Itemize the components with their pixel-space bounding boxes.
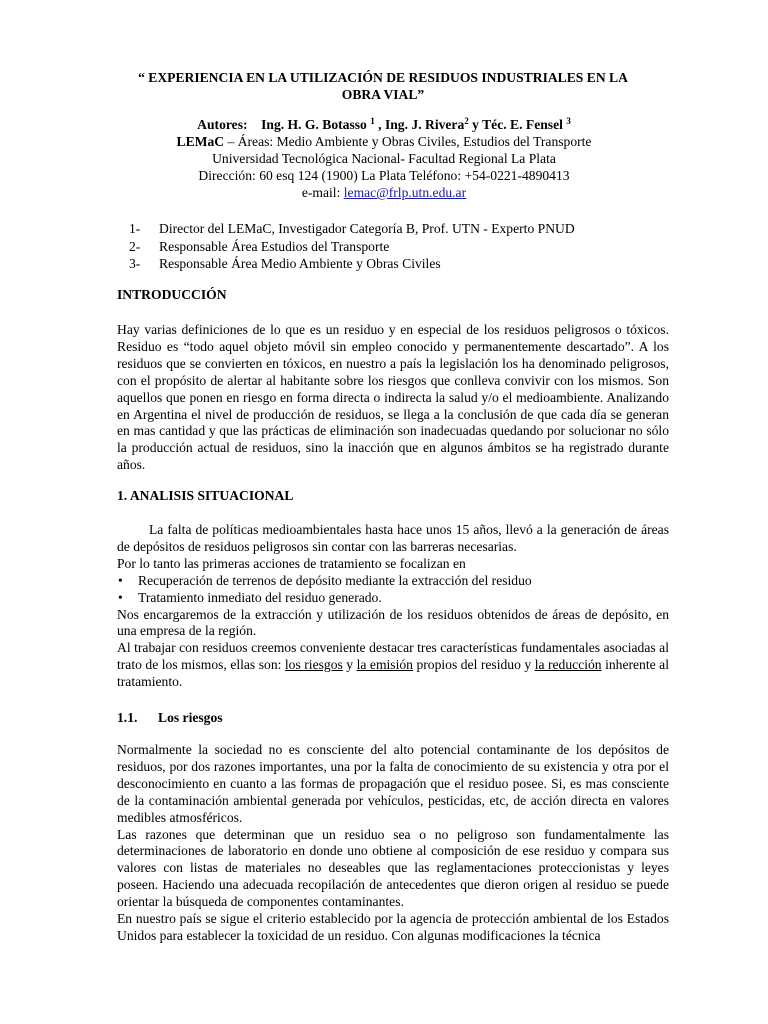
section-1-body: [117, 522, 669, 691]
section-title: Los riesgos: [158, 710, 223, 725]
note-number: 1-: [129, 221, 141, 236]
underlined-reduccion: la reducción: [534, 657, 602, 673]
organization-name: LEMaC: [176, 134, 225, 149]
bullet-item: [117, 573, 669, 590]
underlined-emision: la emisión: [356, 657, 413, 673]
note-text: Responsable Área Estudios del Transporte: [159, 238, 390, 254]
note-item: [129, 220, 575, 238]
author-1: Ing. H. G. Botasso: [261, 117, 371, 132]
section-1-1-body: [117, 742, 669, 945]
email-link[interactable]: lemac@frlp.utn.edu.ar: [343, 185, 467, 200]
document-title: “ EXPERIENCIA EN LA UTILIZACIÓN DE RESIDUOS INDUSTRIALES EN LA OBRA VIAL”: [138, 70, 628, 102]
note-item: [129, 255, 575, 273]
section-1-paragraph-2: Por lo tanto las primeras acciones de tratamiento se focalizan en: [117, 555, 466, 571]
section-1-heading: 1. ANALISIS SITUACIONAL: [117, 488, 294, 503]
author-3: y Téc. E. Fensel: [468, 117, 567, 132]
note-item: [129, 238, 575, 256]
email-label: e-mail:: [301, 185, 344, 200]
organization-line: [110, 133, 658, 150]
bullet-glyph: •: [118, 572, 123, 588]
author-2-sup: 2: [464, 116, 469, 126]
section-number: 1.1.: [117, 710, 138, 725]
bullet-text: Tratamiento inmediato del residuo generado.: [138, 589, 382, 605]
section-1-paragraph-3: Nos encargaremos de la extracción y utilización de los residuos obtenidos de áreas de depósito, en una empresa de la región.: [117, 606, 669, 639]
email-line: [110, 184, 658, 201]
author-notes: [129, 220, 575, 273]
author-1-sup: 1: [370, 116, 375, 126]
text-run: propios del residuo y: [412, 657, 535, 673]
intro-heading: INTRODUCCIÓN: [117, 287, 227, 302]
note-number: 3-: [129, 256, 141, 271]
organization-areas: – Áreas: Medio Ambiente y Obras Civiles, Estudios del Transporte: [224, 134, 592, 149]
underlined-riesgos: los riesgos: [284, 657, 343, 673]
text-run: y: [342, 657, 357, 673]
author-header: [110, 116, 658, 201]
authors-prefix: Autores:: [197, 117, 248, 132]
author-3-sup: 3: [566, 116, 571, 126]
text-run: inherente al tratamiento.: [117, 657, 669, 690]
section-1-1-heading: [117, 710, 223, 727]
section-1-1-paragraph-1: Normalmente la sociedad no es consciente del alto potencial contaminante de los depósitos de residuos, por dos razones importantes, una por la falta de conocimiento de su existencia y otra por el desconocimiento en cuanto a las formas de propagación que el residuo posee. Si, es mas consciente de la contaminación ambiental generada por vehículos, pesticidas, etc, de acción directa en valores medibles atmosféricos.: [117, 742, 669, 825]
section-1-1-paragraph-2: Las razones que determinan que un residuo sea o no peligroso son fundamentalmente las determinaciones de laboratorio en donde uno obtiene al composición de ese residuo y compara sus valores con listas de materiales no deseables que las reglamentaciones proteccionistas y leyes poseen. Haciendo una adecuada recopilación de antecedentes que dieron origen al residuo se puede orientar la búsqueda de componentes contaminantes.: [117, 826, 669, 910]
note-number: 2-: [129, 238, 141, 254]
note-text: Responsable Área Medio Ambiente y Obras Civiles: [159, 256, 441, 271]
authors-line: [110, 116, 658, 133]
section-1-paragraph-1: La falta de políticas medioambientales hasta hace unos 15 años, llevó a la generación de áreas de depósitos de residuos peligrosos sin contar con las barreras necesarias.: [117, 522, 669, 554]
intro-text: Hay varias definiciones de lo que es un residuo y en especial de los residuos peligrosos o tóxicos. Residuo es “todo aquel objeto móvil sin empleo conocido y permanentemente descartado”. A los residuos que se convierten en tóxicos, en nuestro a país la legislación los ha denominado peligrosos, con el propósito de alertar al habitante sobre los riesgos que conlleva convivir con los mismos. Son aquellos que ponen en riesgo en forma directa o indirecta la salud y/o el medioambiente. Analizando en Argentina el nivel de producción de residuos, se llega a la conclusión de que cada día se generan en mas cantidad y que las prácticas de eliminación son inadecuadas quedando por solucionar no sólo la producción actual de residuos, sino la inacción que en algunos ámbitos se ha registrado durante años.: [117, 322, 669, 473]
bullet-glyph: •: [118, 589, 123, 605]
bullet-item: [117, 590, 669, 607]
bullet-text: Recuperación de terrenos de depósito mediante la extracción del residuo: [138, 572, 532, 588]
author-2: , Ing. J. Rivera: [374, 117, 465, 132]
section-1-1-paragraph-3: En nuestro país se sigue el criterio establecido por la agencia de protección ambiental de los Estados Unidos para establecer la toxicidad de un residuo. Con algunas modificaciones la técnica: [117, 911, 669, 943]
address-line: Dirección: 60 esq 124 (1900) La Plata Teléfono: +54-0221-4890413: [198, 168, 570, 183]
note-text: Director del LEMaC, Investigador Categoría B, Prof. UTN - Experto PNUD: [159, 221, 575, 236]
text-run: Al trabajar con residuos creemos conveniente destacar tres características fundamentales asociadas al trato de los mismos, ellas son:: [117, 640, 669, 673]
university-line: Universidad Tecnológica Nacional- Facultad Regional La Plata: [212, 151, 556, 166]
intro-paragraph: [117, 322, 669, 474]
section-1-paragraph-4: [117, 640, 669, 691]
